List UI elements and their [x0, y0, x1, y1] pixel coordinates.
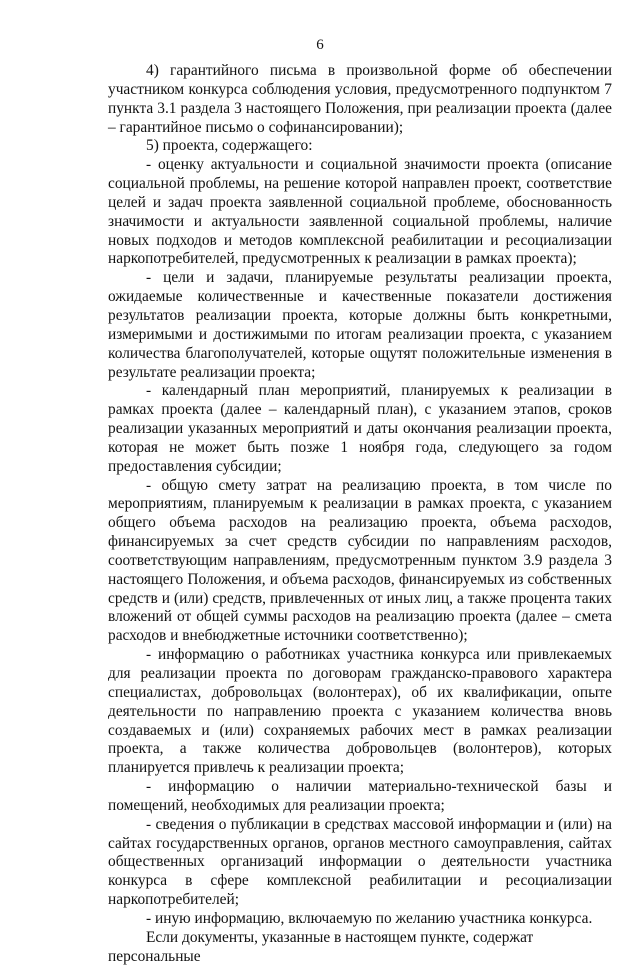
- paragraph-guarantee-letter: 4) гарантийного письма в произвольной форме об обеспечении участником конкурса соблюдения условия, предусмотренного подпунктом 7 пункта 3.1 раздела 3 настоящего Положения, при реализации проекта (далее – гарантийное письмо о софинансировании);: [108, 62, 612, 136]
- paragraph-calendar-plan: - календарный план мероприятий, планируемых к реализации в рамках проекта (далее – календарный план), с указанием этапов, сроков реализации указанных мероприятий и даты окончания реализации проекта, которая не может быть позже 1 ноября года, следующего за годом предоставления субсидии;: [108, 382, 612, 475]
- paragraph-goals-results: - цели и задачи, планируемые результаты реализации проекта, ожидаемые количественные и качественные показатели достижения результатов реализации проекта, которые должны быть конкретными, измеримыми и достижимыми по итогам реализации проекта, с указанием количества благополучателей, которые ощутят положительные изменения в результате реализации проекта;: [108, 269, 612, 381]
- paragraph-cost-estimate: - общую смету затрат на реализацию проекта, в том числе по мероприятиям, планируемым к реализации в рамках проекта, с указанием общего объема расходов на реализацию проекта, объема расходов, финансируемых за счет средств субсидии по направлениям расходов, соответствующим направлениям, предусмотренным пунктом 3.9 раздела 3 настоящего Положения, и объема расходов, финансируемых из собственных средств и (или) средств, привлеченных от иных лиц, а также процента таких вложений от общей суммы расходов на реализацию проекта (далее – смета расходов и внебюджетные источники соответственно);: [108, 476, 612, 645]
- paragraph-staff-info: - информацию о работниках участника конкурса или привлекаемых для реализации проекта по договорам гражданско-правового характера специалистах, добровольцах (волонтерах), об их квалификации, опыте деятельности по направлению проекта с указанием количества вновь создаваемых и (или) сохраняемых рабочих мест в рамках реализации проекта, а также количества добровольцев (волонтеров), которых планируется привлечь к реализации проекта;: [108, 646, 612, 777]
- paragraph-personal-data: Если документы, указанные в настоящем пункте, содержат персональные: [108, 928, 534, 965]
- paragraph-other-info: - иную информацию, включаемую по желанию участника конкурса.: [146, 909, 593, 927]
- paragraph-relevance-assessment: - оценку актуальности и социальной значимости проекта (описание социальной проблемы, на решение которой направлен проект, соответствие целей и задач проекта заявленной социальной проблеме, обоснованность значимости и актуальности заявленной социальной проблемы, наличие новых подходов и методов комплексной реабилитации и ресоциализации наркопотребителей, предусмотренных к реализации в рамках проекта);: [108, 156, 612, 268]
- paragraph-facilities-info: - информацию о наличии материально-технической базы и помещений, необходимых для реализации проекта;: [108, 778, 612, 814]
- page-number: 6: [316, 37, 324, 53]
- paragraph-project-contents: 5) проекта, содержащего:: [146, 137, 313, 155]
- document-body: [108, 62, 612, 967]
- paragraph-media-publications: - сведения о публикации в средствах массовой информации и (или) на сайтах государственных органов, органов местного самоуправления, сайтах общественных организаций информации о деятельности участника конкурса в сфере комплексной реабилитации и ресоциализации наркопотребителей;: [108, 815, 612, 909]
